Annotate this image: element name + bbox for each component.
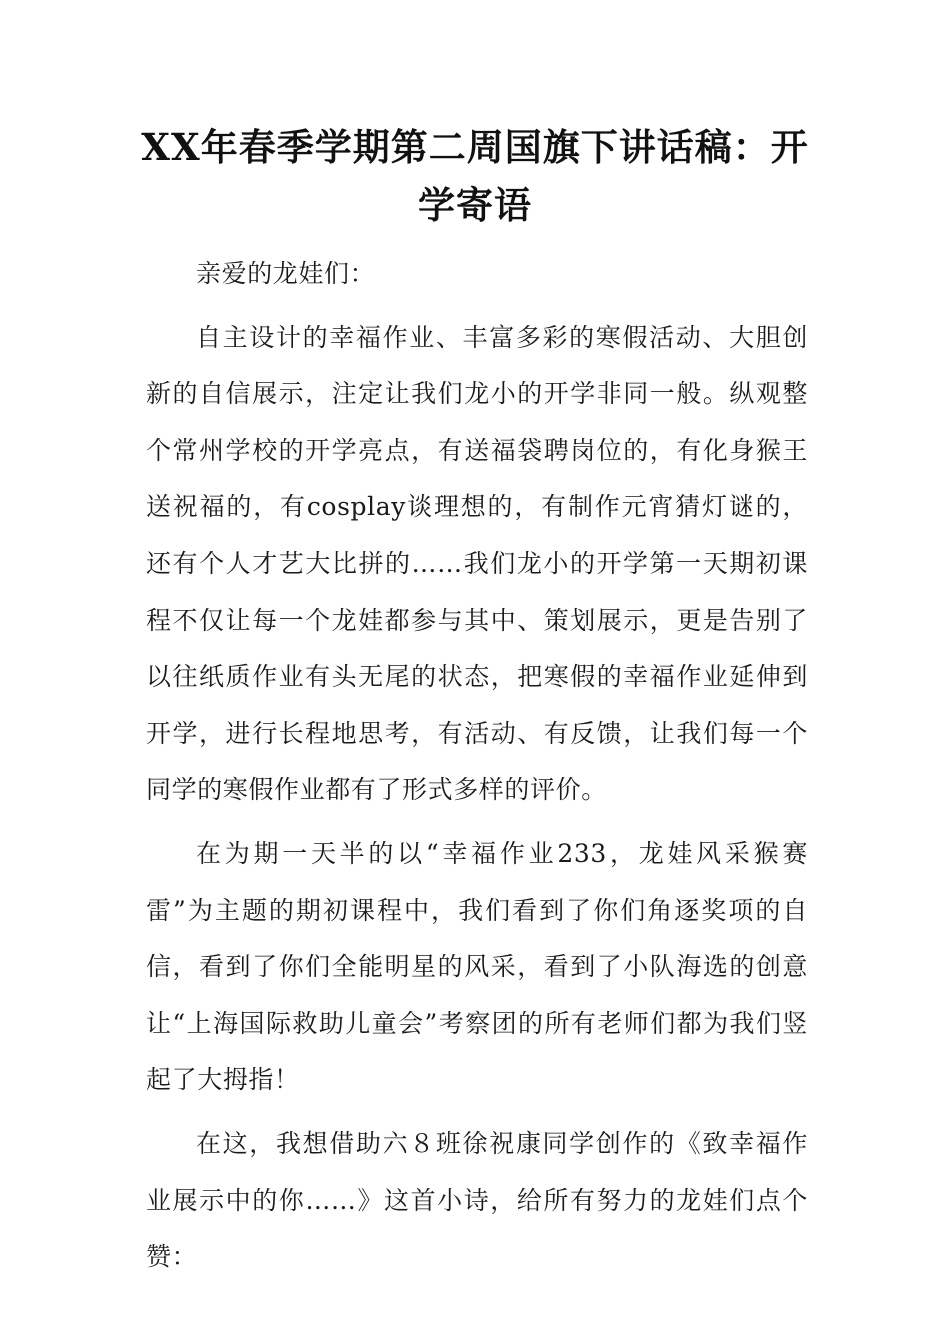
paragraph-1: 自主设计的幸福作业、丰富多彩的寒假活动、大胆创新的自信展示，注定让我们龙小的开学非同一般。纵观整个常州学校的开学亮点，有送福袋聘岗位的，有化身猴王送祝福的，有cosplay谈理想的，有制作元宵猜灯谜的，还有个人才艺大比拼的……我们龙小的开学第一天期初课程不仅让每一个龙娃都参与其中、策划展示，更是告别了以往纸质作业有头无尾的状态，把寒假的幸福作业延伸到开学，进行长程地思考，有活动、有反馈，让我们每一个同学的寒假作业都有了形式多样的评价。 [146,322,808,805]
paragraph-2: 在为期一天半的以“幸福作业233，龙娃风采猴赛雷”为主题的期初课程中，我们看到了你们角逐奖项的自信，看到了你们全能明星的风采，看到了小队海选的创意让“上海国际救助儿童会”考察团的所有老师们都为我们竖起了大拇指！ [146,838,808,1095]
paragraph-greeting: 亲爱的龙娃们： [196,259,376,288]
document-body [146,246,808,1293]
paragraph-3: 在这，我想借助六８班徐祝康同学创作的《致幸福作业展示中的你……》这首小诗，给所有努力的龙娃们点个赞： [146,1128,808,1272]
document-title: XX年春季学期第二周国旗下讲话稿：开学寄语 [141,125,809,227]
